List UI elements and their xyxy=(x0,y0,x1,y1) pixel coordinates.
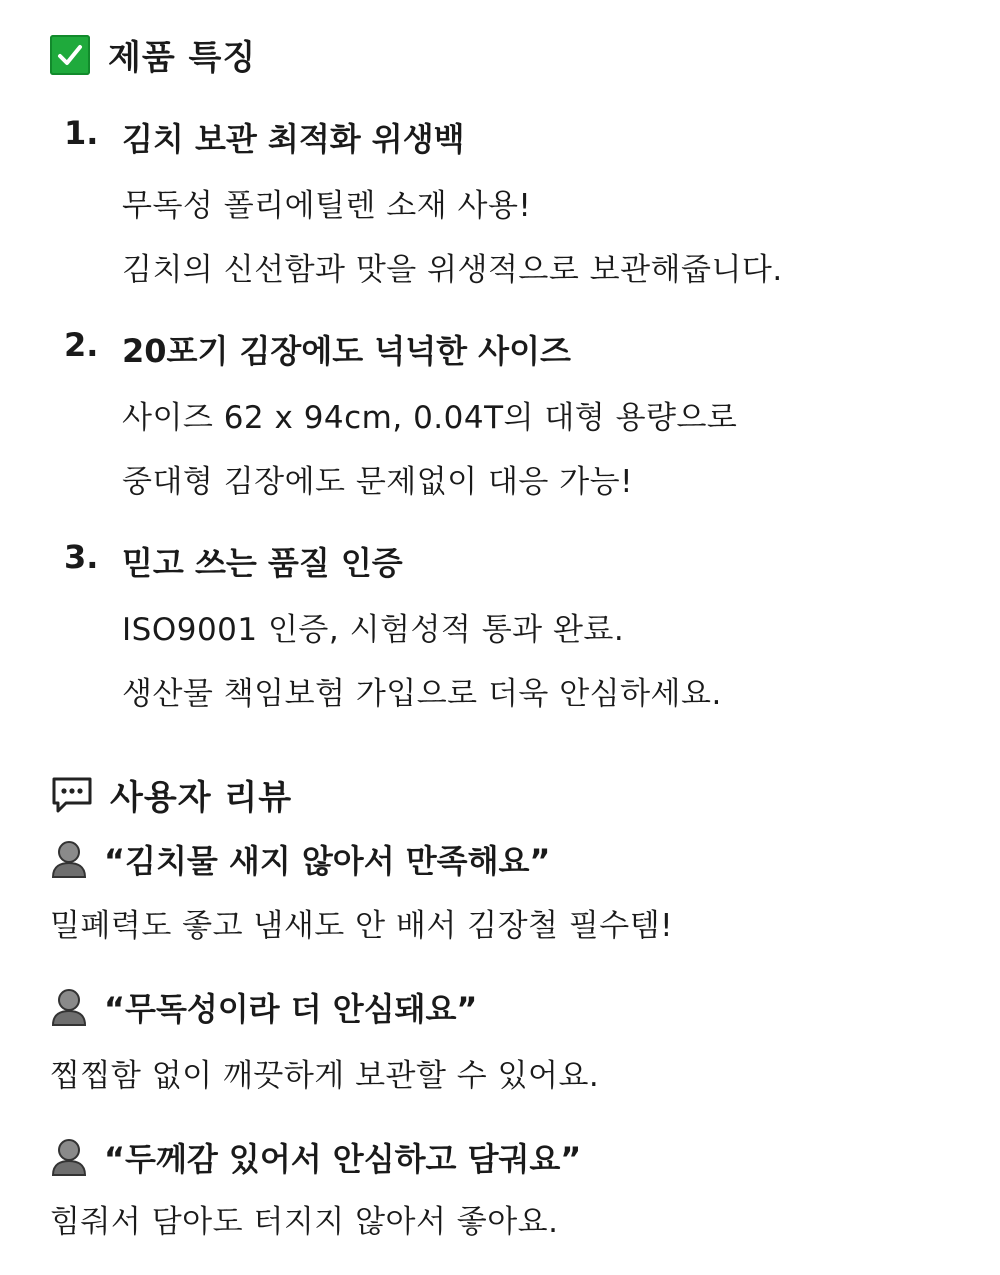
reviews-title xyxy=(50,770,292,819)
review-3-heading xyxy=(50,1134,581,1180)
review-1-quote: “김치물 새지 않아서 만족해요” xyxy=(104,842,551,880)
feature-1-line-2: 김치의 신선함과 맛을 위생적으로 보관해줍니다. xyxy=(122,252,783,288)
speech-bubble-icon xyxy=(50,775,94,815)
feature-3-heading-text: 믿고 쓰는 품질 인증 xyxy=(122,544,403,582)
feature-2-heading-text: 20포기 김장에도 넉넉한 사이즈 xyxy=(122,332,571,370)
features-title-text: 제품 특징 xyxy=(108,38,257,78)
feature-1-heading-text: 김치 보관 최적화 위생백 xyxy=(122,120,465,158)
review-3-body: 힘줘서 담아도 터지지 않아서 좋아요. xyxy=(50,1204,559,1240)
review-2-heading xyxy=(50,984,477,1030)
feature-1-heading xyxy=(64,114,465,160)
feature-2-heading xyxy=(64,326,571,372)
review-2-body: 찝찝함 없이 깨끗하게 보관할 수 있어요. xyxy=(50,1058,600,1094)
person-icon xyxy=(50,839,88,879)
review-2-quote: “무독성이라 더 안심돼요” xyxy=(104,990,478,1028)
feature-3-heading xyxy=(64,538,403,584)
person-icon xyxy=(50,987,88,1027)
review-1-body: 밀폐력도 좋고 냄새도 안 배서 김장철 필수템! xyxy=(50,908,674,944)
feature-2-number: 2. xyxy=(64,326,99,364)
feature-2-line-1: 사이즈 62 x 94cm, 0.04T의 대형 용량으로 xyxy=(122,400,738,436)
feature-3-number: 3. xyxy=(64,538,99,576)
reviews-title-text: 사용자 리뷰 xyxy=(110,778,293,818)
feature-3-line-1: ISO9001 인증, 시험성적 통과 완료. xyxy=(122,612,625,648)
feature-1-line-1: 무독성 폴리에틸렌 소재 사용! xyxy=(122,188,532,224)
review-3-quote: “두께감 있어서 안심하고 담궈요” xyxy=(104,1140,582,1178)
review-1-heading xyxy=(50,836,550,882)
feature-1-number: 1. xyxy=(64,114,99,152)
person-icon xyxy=(50,1137,88,1177)
features-title xyxy=(50,30,256,79)
feature-2-line-2: 중대형 김장에도 문제없이 대응 가능! xyxy=(122,464,634,500)
feature-3-line-2: 생산물 책임보험 가입으로 더욱 안심하세요. xyxy=(122,676,722,712)
check-mark-icon xyxy=(50,35,90,75)
